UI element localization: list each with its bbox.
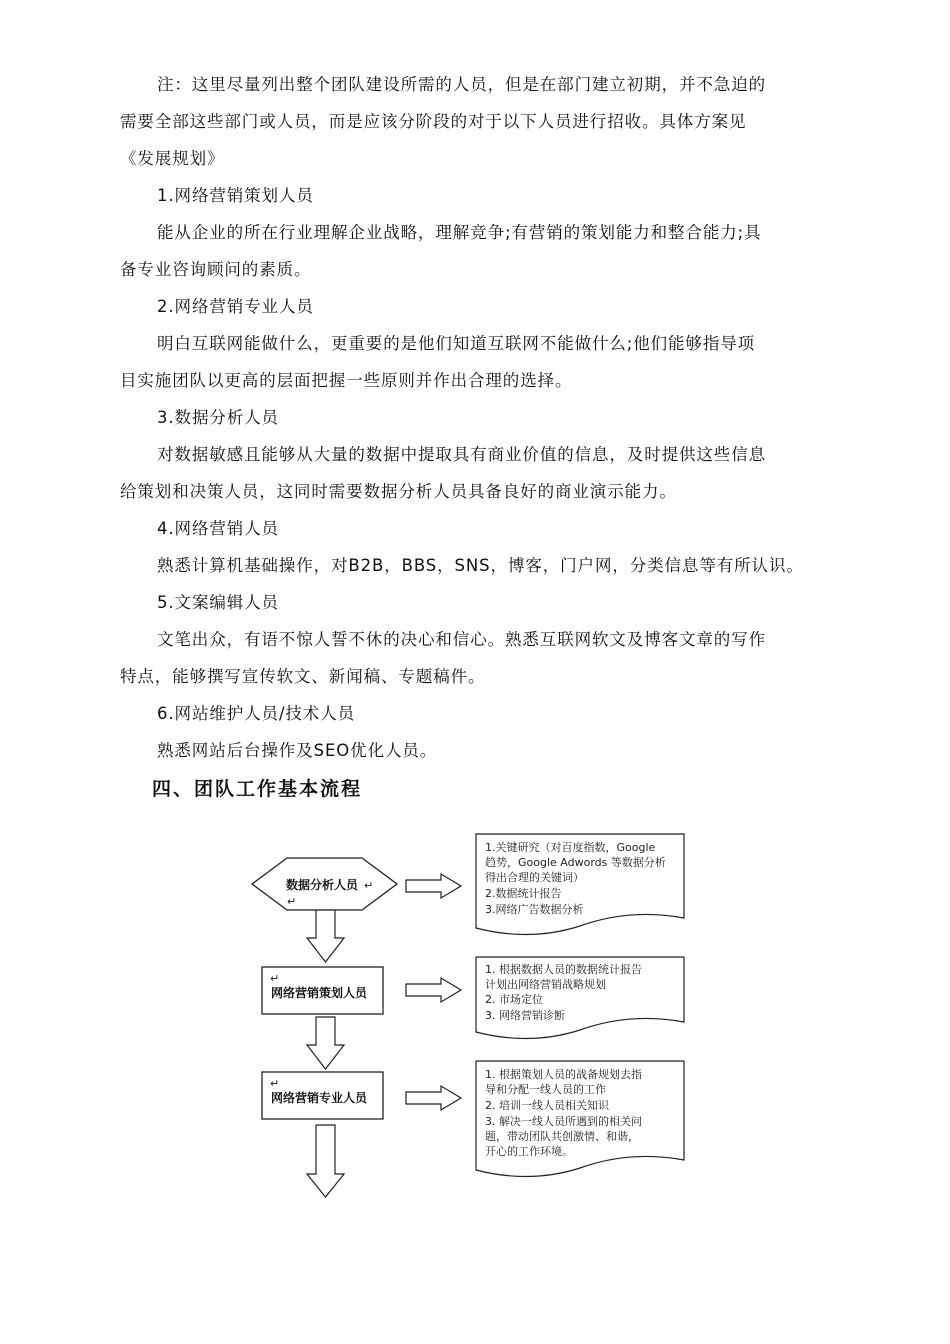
role-heading: 4.网络营销人员 <box>157 519 279 538</box>
text-line: 备专业咨询顾问的素质。 <box>120 260 312 279</box>
flow-node-label: 网络营销专业人员 <box>271 1091 368 1105</box>
text-line: 注：这里尽量列出整个团队建设所需的人员，但是在部门建立初期，并不急迫的 <box>157 75 766 94</box>
role-heading: 3.数据分析人员 <box>157 408 279 427</box>
text-line: 特点，能够撰写宣传软文、新闻稿、专题稿件。 <box>120 667 486 686</box>
note-line: 题，带动团队共创激情、和谐， <box>485 1130 639 1143</box>
down-arrow <box>307 1125 344 1197</box>
flow-node-label: 数据分析人员 <box>286 878 359 892</box>
right-arrow <box>406 874 461 898</box>
note-line: 2. 市场定位 <box>485 993 543 1006</box>
text-line: 熟悉计算机基础操作，对B2B，BBS，SNS，博客，门户网，分类信息等有所认识。 <box>157 556 804 575</box>
text-line: 目实施团队以更高的层面把握一些原则并作出合理的选择。 <box>120 371 573 390</box>
note-line: 开心的工作环境。 <box>485 1145 573 1158</box>
role-heading: 5.文案编辑人员 <box>157 593 279 612</box>
right-arrow <box>406 1086 461 1110</box>
down-arrow <box>307 910 344 962</box>
note-line: 3. 网络营销诊断 <box>485 1009 565 1022</box>
text-line: 能从企业的所在行业理解企业战略，理解竞争;有营销的策划能力和整合能力;具 <box>157 223 762 242</box>
note-line: 计划出网络营销战略规划 <box>485 978 606 991</box>
note-line: 导和分配一线人员的工作 <box>485 1083 606 1096</box>
text-line: 需要全部这些部门或人员，而是应该分阶段的对于以下人员进行招收。具体方案见 <box>120 112 747 131</box>
section-heading: 四、团队工作基本流程 <box>152 778 363 800</box>
text-line: 熟悉网站后台操作及SEO优化人员。 <box>157 741 438 760</box>
note-line: 3.网络广告数据分析 <box>485 903 584 916</box>
note-line: 3. 解决一线人员所遇到的相关问 <box>485 1115 642 1128</box>
role-heading: 1.网络营销策划人员 <box>157 186 314 205</box>
role-heading: 6.网站维护人员/技术人员 <box>157 704 356 723</box>
note-line: 1.关键研究（对百度指数，Google <box>485 841 656 854</box>
return-mark: ↵ <box>287 895 297 908</box>
note-line: 2. 培训一线人员相关知识 <box>485 1099 609 1112</box>
return-mark: ↵ <box>270 972 280 985</box>
text-line: 对数据敏感且能够从大量的数据中提取具有商业价值的信息，及时提供这些信息 <box>157 445 766 464</box>
note-line: 得出合理的关键词） <box>485 871 584 884</box>
note-line: 1. 根据数据人员的数据统计报告 <box>485 963 642 976</box>
text-line: 《发展规划》 <box>120 149 225 168</box>
note-line: 趋势，Google Adwords 等数据分析 <box>485 856 666 869</box>
down-arrow <box>307 1017 344 1069</box>
right-arrow <box>406 978 461 1002</box>
text-line: 文笔出众，有语不惊人誓不休的决心和信心。熟悉互联网软文及博客文章的写作 <box>157 630 766 649</box>
text-line: 给策划和决策人员，这同时需要数据分析人员具备良好的商业演示能力。 <box>120 482 677 501</box>
role-heading: 2.网络营销专业人员 <box>157 297 314 316</box>
return-mark: ↵ <box>364 879 374 892</box>
note-line: 1. 根据策划人员的战备规划去指 <box>485 1068 642 1081</box>
flow-node-label: 网络营销策划人员 <box>271 986 368 1000</box>
note-line: 2.数据统计报告 <box>485 887 562 900</box>
return-mark: ↵ <box>270 1077 280 1090</box>
text-line: 明白互联网能做什么，更重要的是他们知道互联网不能做什么;他们能够指导项 <box>157 334 756 353</box>
